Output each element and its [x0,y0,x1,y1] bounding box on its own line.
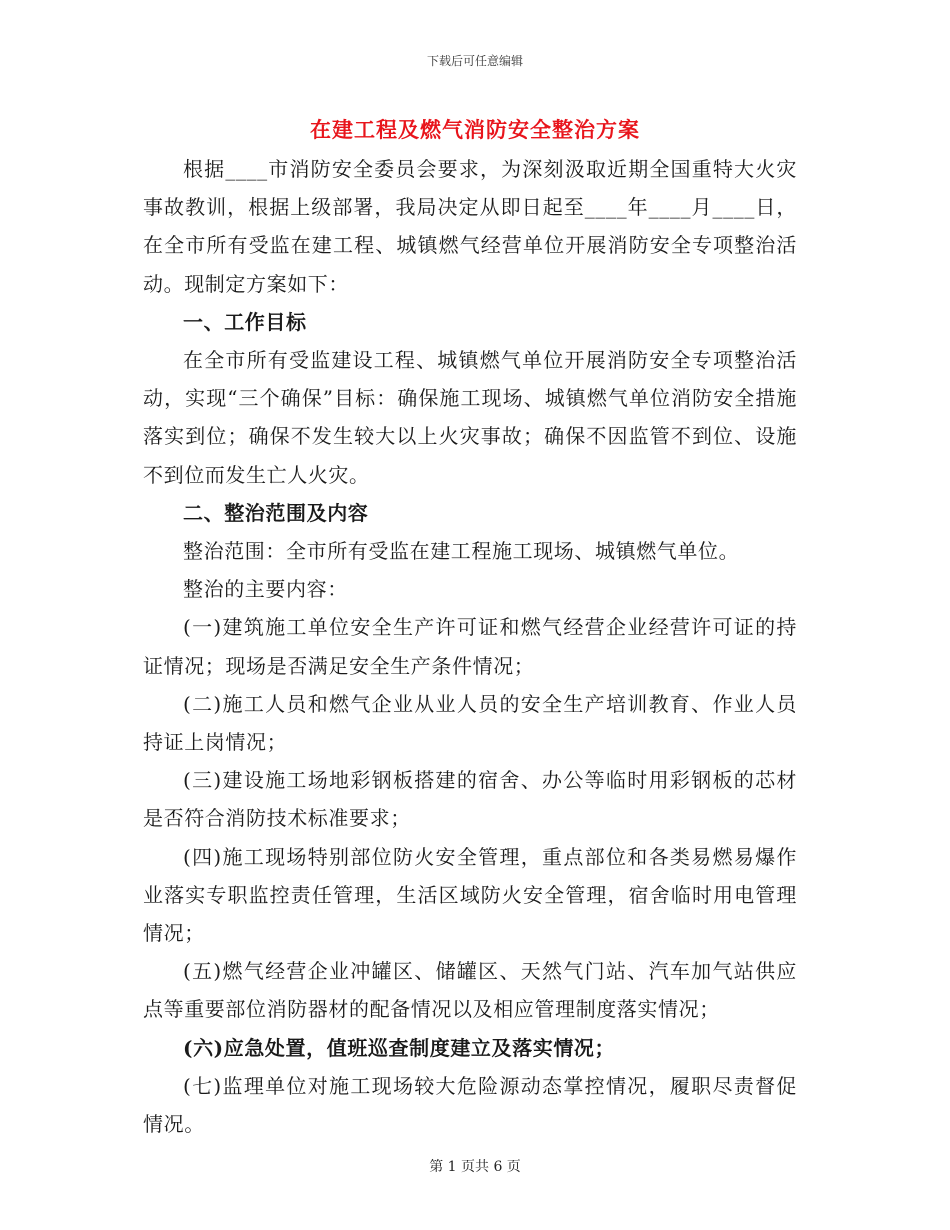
list-item-4: (四)施工现场特别部位防火安全管理，重点部位和各类易燃易爆作业落实专职监控责任管理，生活区域防火安全管理，宿舍临时用电管理情况； [143,844,797,946]
list-item-3: (三)建设施工场地彩钢板搭建的宿舍、办公等临时用彩钢板的芯材是否符合消防技术标准要求； [143,768,797,831]
list-item-7: (七)监理单位对施工现场较大危险源动态掌控情况，履职尽责督促情况。 [143,1073,797,1137]
content-intro-paragraph: 整治的主要内容： [183,577,348,602]
document-body [143,150,797,1143]
page-header: 下载后可任意编辑 [426,54,523,68]
page-footer: 第 1 页共 6 页 [429,1159,521,1175]
list-item-6: (六)应急处置，值班巡查制度建立及落实情况； [183,1035,616,1060]
list-item-5: (五)燃气经营企业冲罐区、储罐区、天然气门站、汽车加气站供应点等重要部位消防器材的配备情况以及相应管理制度落实情况； [143,959,797,1022]
intro-paragraph: 根据____市消防安全委员会要求，为深刻汲取近期全国重特大火灾事故教训，根据上级部署，我局决定从即日起至____年____月____日，在全市所有受监在建工程、城镇燃气经营单位开展消防安全专项整治活动。现制定方案如下： [143,157,797,296]
list-item-2: (二)施工人员和燃气企业从业人员的安全生产培训教育、作业人员持证上岗情况； [143,691,797,755]
list-item-1: (一)建筑施工单位安全生产许可证和燃气经营企业经营许可证的持证情况；现场是否满足安全生产条件情况； [143,615,797,678]
document-title: 在建工程及燃气消防安全整治方案 [310,117,640,142]
section-heading-scope: 二、整治范围及内容 [183,500,369,525]
goals-paragraph: 在全市所有受监建设工程、城镇燃气单位开展消防安全专项整治活动，实现“三个确保”目标：确保施工现场、城镇燃气单位消防安全措施落实到位；确保不发生较大以上火灾事故；确保不因监管不到位、设施不到位而发生亡人火灾。 [143,348,797,487]
scope-paragraph: 整治范围：全市所有受监在建工程施工现场、城镇燃气单位。 [183,539,740,564]
section-heading-goals: 一、工作目标 [183,309,307,334]
